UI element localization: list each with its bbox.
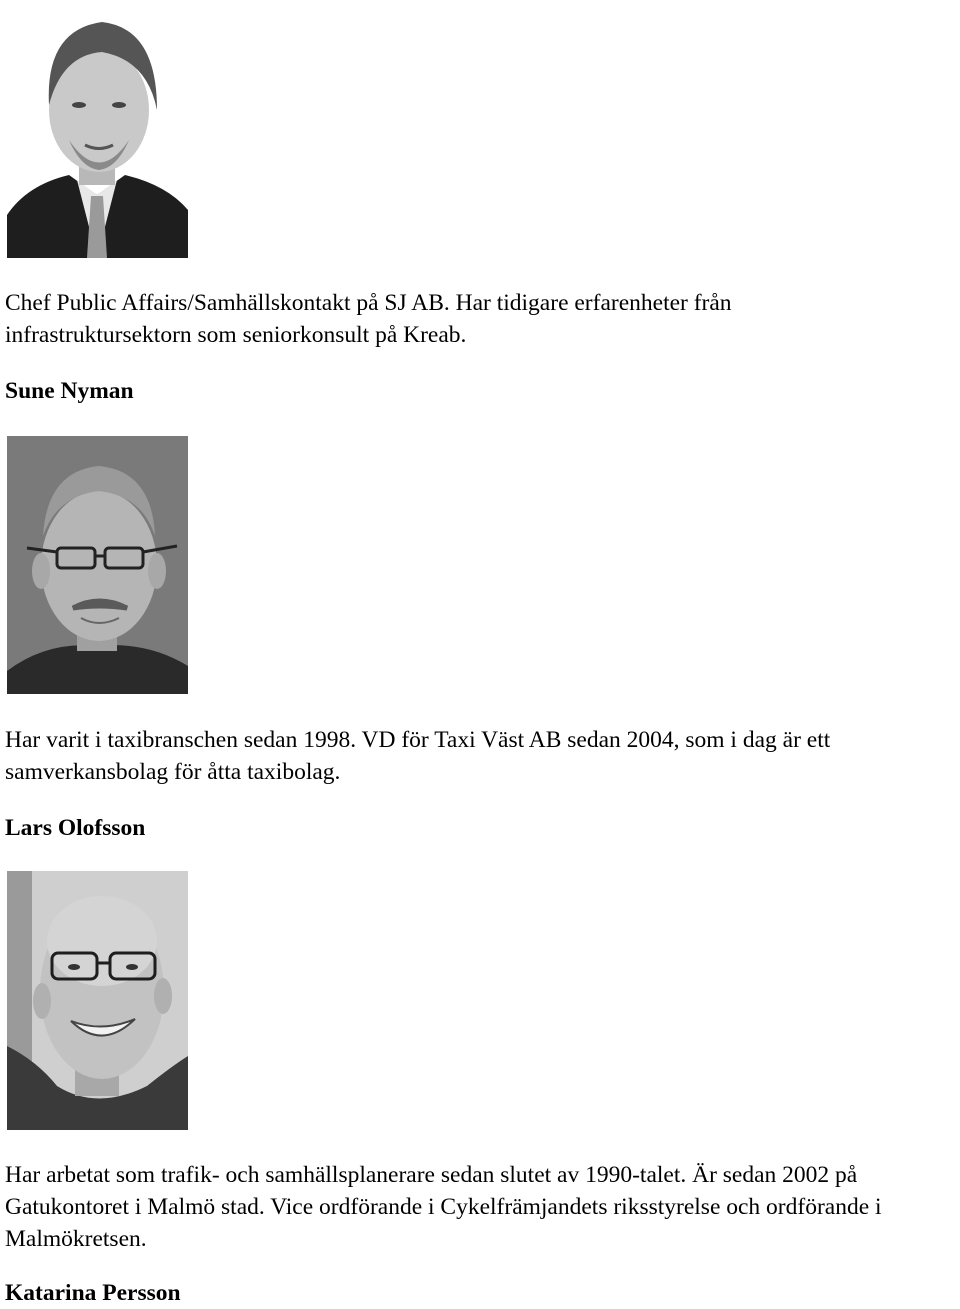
person-name-lars-olofsson: Lars Olofsson [5,815,146,841]
bio-2-line-1: Har varit i taxibranschen sedan 1998. VD för Taxi Väst AB sedan 2004, som i dag är ett [5,727,831,753]
portrait-photo-2 [7,436,188,694]
bio-3-line-2: Gatukontoret i Malmö stad. Vice ordförande i Cykelfrämjandets riksstyrelse och ordförande i [5,1194,882,1220]
bio-paragraph-1 [5,287,960,351]
person-name-katarina-persson: Katarina Persson [5,1280,181,1306]
bio-2-line-2: samverkansbolag för åtta taxibolag. [5,759,341,785]
bio-paragraph-3 [5,1159,960,1255]
portrait-1-image [7,10,188,258]
portrait-3-image [7,871,188,1130]
bio-1-line-1: Chef Public Affairs/Samhällskontakt på SJ AB. Har tidigare erfarenheter från [5,290,732,316]
bio-3-line-3: Malmökretsen. [5,1226,147,1252]
portrait-photo-3 [7,871,188,1130]
portrait-2-image [7,436,188,694]
person-name-sune-nyman: Sune Nyman [5,378,134,404]
bio-3-line-1: Har arbetat som trafik- och samhällsplanerare sedan slutet av 1990-talet. Är sedan 2002 på [5,1162,858,1188]
bio-1-line-2: infrastruktursektorn som seniorkonsult på Kreab. [5,322,467,348]
bio-paragraph-2 [5,724,960,788]
portrait-photo-1 [7,10,188,258]
